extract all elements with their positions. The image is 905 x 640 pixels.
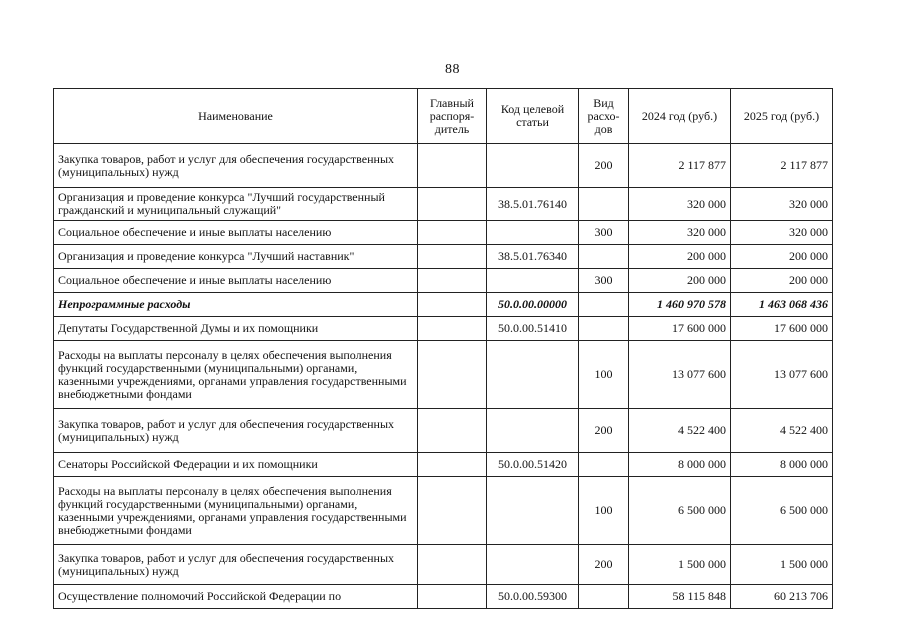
- row-type: 300: [579, 221, 629, 245]
- budget-table: [53, 88, 833, 609]
- table-row: [54, 269, 833, 293]
- row-code: 38.5.01.76340: [487, 245, 579, 269]
- row-name: Социальное обеспечение и иные выплаты населению: [54, 221, 418, 245]
- row-name: Организация и проведение конкурса "Лучший наставник": [54, 245, 418, 269]
- row-code: [487, 221, 579, 245]
- row-value-2025: 200 000: [731, 245, 833, 269]
- row-value-2024: 6 500 000: [629, 477, 731, 545]
- row-name: Социальное обеспечение и иные выплаты населению: [54, 269, 418, 293]
- row-value-2025: 1 463 068 436: [731, 293, 833, 317]
- row-name: Закупка товаров, работ и услуг для обеспечения государственных (муниципальных) нужд: [54, 144, 418, 188]
- row-admin: [418, 144, 487, 188]
- row-value-2024: 4 522 400: [629, 409, 731, 453]
- row-admin: [418, 317, 487, 341]
- row-type: [579, 317, 629, 341]
- table-row: [54, 545, 833, 585]
- row-admin: [418, 585, 487, 609]
- row-value-2024: 320 000: [629, 221, 731, 245]
- row-admin: [418, 293, 487, 317]
- table-row: [54, 453, 833, 477]
- row-admin: [418, 341, 487, 409]
- row-value-2024: 13 077 600: [629, 341, 731, 409]
- row-type: [579, 453, 629, 477]
- page-number: 88: [445, 62, 460, 77]
- table-row: [54, 188, 833, 221]
- row-value-2024: 58 115 848: [629, 585, 731, 609]
- row-value-2025: 200 000: [731, 269, 833, 293]
- row-value-2025: 60 213 706: [731, 585, 833, 609]
- row-value-2024: 200 000: [629, 245, 731, 269]
- row-name: Организация и проведение конкурса "Лучший государственный гражданский и муниципальный служащий": [54, 188, 418, 221]
- row-admin: [418, 188, 487, 221]
- table-row: [54, 317, 833, 341]
- table-row: [54, 585, 833, 609]
- table-row: [54, 409, 833, 453]
- row-value-2025: 1 500 000: [731, 545, 833, 585]
- table-row: [54, 245, 833, 269]
- row-type: 200: [579, 409, 629, 453]
- row-code: [487, 477, 579, 545]
- row-name: Закупка товаров, работ и услуг для обеспечения государственных (муниципальных) нужд: [54, 409, 418, 453]
- row-value-2025: 13 077 600: [731, 341, 833, 409]
- row-admin: [418, 221, 487, 245]
- row-value-2025: 17 600 000: [731, 317, 833, 341]
- row-code: 38.5.01.76140: [487, 188, 579, 221]
- row-value-2024: 2 117 877: [629, 144, 731, 188]
- table-row: [54, 477, 833, 545]
- row-type: [579, 188, 629, 221]
- row-code: [487, 341, 579, 409]
- row-value-2024: 1 460 970 578: [629, 293, 731, 317]
- row-value-2024: 320 000: [629, 188, 731, 221]
- row-type: [579, 585, 629, 609]
- header-2024: 2024 год (руб.): [629, 89, 731, 144]
- row-name: Сенаторы Российской Федерации и их помощники: [54, 453, 418, 477]
- row-code: 50.0.00.51420: [487, 453, 579, 477]
- row-value-2025: 2 117 877: [731, 144, 833, 188]
- row-code: [487, 269, 579, 293]
- header-2025: 2025 год (руб.): [731, 89, 833, 144]
- header-type: Вид расхо-дов: [579, 89, 629, 144]
- row-value-2025: 4 522 400: [731, 409, 833, 453]
- row-type: [579, 293, 629, 317]
- table-header: [54, 89, 833, 144]
- table-row: [54, 221, 833, 245]
- table-body: [54, 144, 833, 609]
- row-type: 100: [579, 341, 629, 409]
- row-type: 200: [579, 144, 629, 188]
- row-name: Расходы на выплаты персоналу в целях обеспечения выполнения функций государственными (муниципальными) органами, казенными учреждениями, органами управления государственными внебюджетными фондами: [54, 477, 418, 545]
- row-value-2024: 17 600 000: [629, 317, 731, 341]
- row-code: 50.0.00.00000: [487, 293, 579, 317]
- header-code: Код целевой статьи: [487, 89, 579, 144]
- row-type: 300: [579, 269, 629, 293]
- row-value-2024: 200 000: [629, 269, 731, 293]
- row-type: [579, 245, 629, 269]
- row-admin: [418, 269, 487, 293]
- row-code: [487, 409, 579, 453]
- row-name: Непрограммные расходы: [54, 293, 418, 317]
- header-admin: Главный распоря-дитель: [418, 89, 487, 144]
- row-admin: [418, 477, 487, 545]
- row-type: 200: [579, 545, 629, 585]
- row-admin: [418, 409, 487, 453]
- row-value-2025: 8 000 000: [731, 453, 833, 477]
- header-name: Наименование: [54, 89, 418, 144]
- row-code: 50.0.00.51410: [487, 317, 579, 341]
- row-code: [487, 144, 579, 188]
- table-row: [54, 341, 833, 409]
- row-admin: [418, 453, 487, 477]
- table-row: [54, 293, 833, 317]
- row-code: 50.0.00.59300: [487, 585, 579, 609]
- row-admin: [418, 245, 487, 269]
- row-type: 100: [579, 477, 629, 545]
- table-row: [54, 144, 833, 188]
- row-code: [487, 545, 579, 585]
- row-value-2024: 8 000 000: [629, 453, 731, 477]
- row-value-2025: 320 000: [731, 188, 833, 221]
- row-name: Расходы на выплаты персоналу в целях обеспечения выполнения функций государственными (муниципальными) органами, казенными учреждениями, органами управления государственными внебюджетными фондами: [54, 341, 418, 409]
- row-name: Депутаты Государственной Думы и их помощники: [54, 317, 418, 341]
- row-admin: [418, 545, 487, 585]
- row-name: Закупка товаров, работ и услуг для обеспечения государственных (муниципальных) нужд: [54, 545, 418, 585]
- row-value-2024: 1 500 000: [629, 545, 731, 585]
- row-name: Осуществление полномочий Российской Федерации по: [54, 585, 418, 609]
- header-row: [54, 89, 833, 144]
- row-value-2025: 6 500 000: [731, 477, 833, 545]
- row-value-2025: 320 000: [731, 221, 833, 245]
